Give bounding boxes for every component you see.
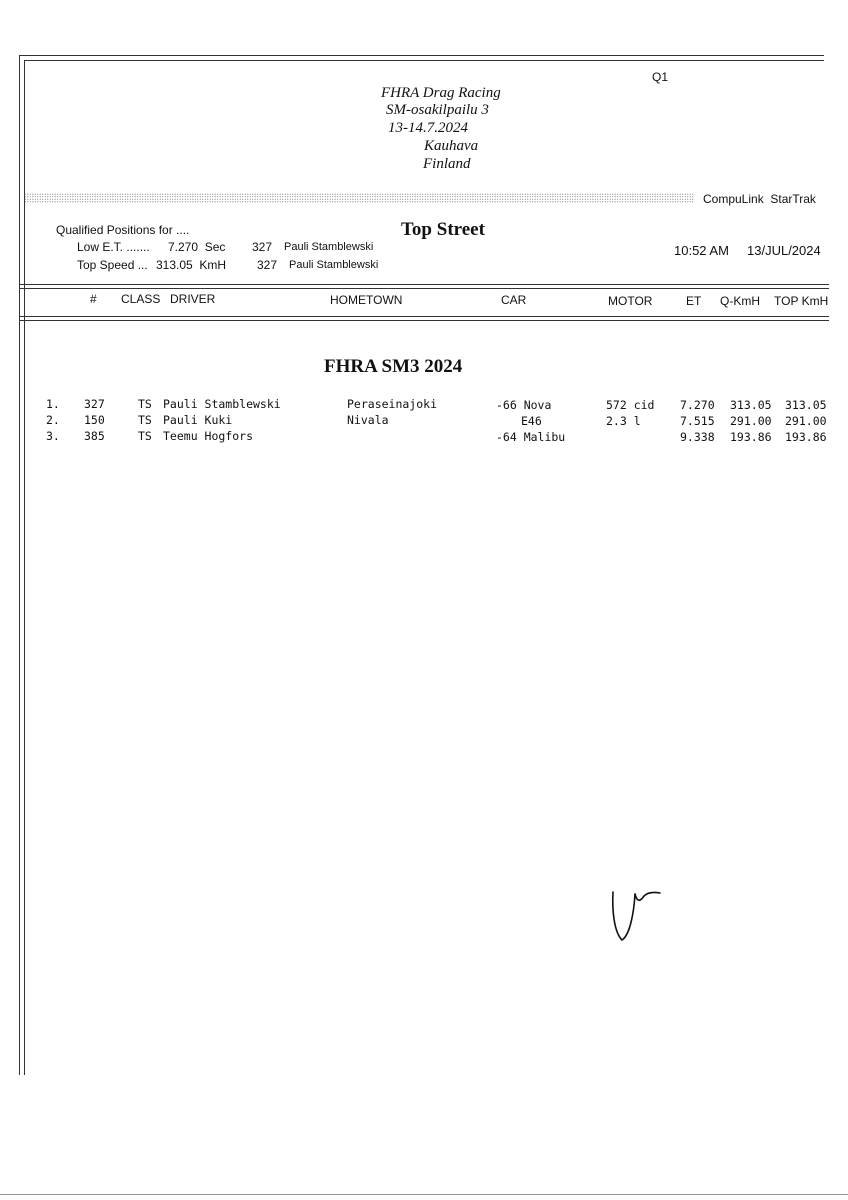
low-et-label: Low E.T. ....... [77, 240, 150, 254]
row-number: 150 [84, 413, 105, 427]
header-rule-bottom-1 [19, 316, 829, 317]
row-car: E46 [521, 414, 542, 428]
left-border-outer [19, 55, 20, 1075]
top-border-inner [24, 60, 824, 61]
report-code: Q1 [652, 70, 669, 84]
col-qkmh: Q-KmH [720, 294, 760, 308]
top-border-outer [19, 55, 824, 56]
low-et-value: 7.270 Sec [168, 240, 226, 254]
event-line-1: FHRA Drag Racing [381, 85, 501, 101]
col-car: CAR [501, 293, 527, 307]
header-rule-top-2 [19, 288, 829, 289]
col-motor: MOTOR [608, 294, 653, 308]
header-rule-top-1 [19, 284, 829, 285]
row-number: 385 [84, 429, 105, 443]
row-hometown: Peraseinajoki [347, 397, 438, 411]
row-topkmh: 313.05 [785, 398, 827, 412]
section-title: FHRA SM3 2024 [324, 356, 463, 377]
row-et: 7.515 [680, 414, 715, 428]
row-class: TS [138, 429, 152, 443]
row-motor: 572 cid [606, 398, 655, 412]
event-line-4: Kauhava [424, 138, 479, 154]
low-et-number: 327 [252, 240, 273, 254]
row-class: TS [138, 397, 152, 411]
summary-heading: Qualified Positions for .... [56, 223, 190, 237]
row-driver: Teemu Hogfors [163, 429, 254, 443]
report-time: 10:52 AM [674, 243, 729, 258]
handwritten-signature [600, 880, 670, 950]
vendor-label: CompuLink StarTrak [703, 192, 816, 206]
top-speed-driver: Pauli Stamblewski [289, 259, 379, 271]
col-num: # [90, 292, 97, 306]
row-car: -64 Malibu [496, 430, 566, 444]
row-topkmh: 291.00 [785, 414, 827, 428]
top-speed-number: 327 [257, 258, 278, 272]
row-et: 9.338 [680, 430, 715, 444]
col-class: CLASS [121, 292, 161, 306]
page-bottom-rule [0, 1194, 848, 1195]
row-class: TS [138, 413, 152, 427]
class-title: Top Street [401, 219, 485, 240]
row-driver: Pauli Kuki [163, 413, 233, 427]
row-hometown: Nivala [347, 413, 389, 427]
col-hometown: HOMETOWN [330, 293, 403, 307]
row-position: 1. [46, 397, 60, 411]
report-date: 13/JUL/2024 [747, 243, 821, 258]
row-qkmh: 291.00 [730, 414, 772, 428]
row-number: 327 [84, 397, 105, 411]
row-driver: Pauli Stamblewski [163, 397, 281, 411]
event-line-3: 13-14.7.2024 [388, 120, 468, 136]
top-speed-label: Top Speed ... [77, 258, 148, 272]
row-motor: 2.3 l [606, 414, 641, 428]
row-qkmh: 313.05 [730, 398, 772, 412]
dotted-band [24, 193, 694, 203]
header-rule-bottom-2 [19, 320, 829, 321]
row-et: 7.270 [680, 398, 715, 412]
event-line-5: Finland [423, 156, 471, 172]
left-border-inner [24, 60, 25, 1075]
col-topkmh: TOP KmH [774, 294, 829, 308]
row-qkmh: 193.86 [730, 430, 772, 444]
row-position: 3. [46, 429, 60, 443]
low-et-driver: Pauli Stamblewski [284, 241, 374, 253]
col-et: ET [686, 294, 702, 308]
row-topkmh: 193.86 [785, 430, 827, 444]
top-speed-value: 313.05 KmH [156, 258, 227, 272]
row-car: -66 Nova [496, 398, 552, 412]
event-line-2: SM-osakilpailu 3 [386, 102, 489, 118]
row-position: 2. [46, 413, 60, 427]
col-driver: DRIVER [170, 292, 216, 306]
